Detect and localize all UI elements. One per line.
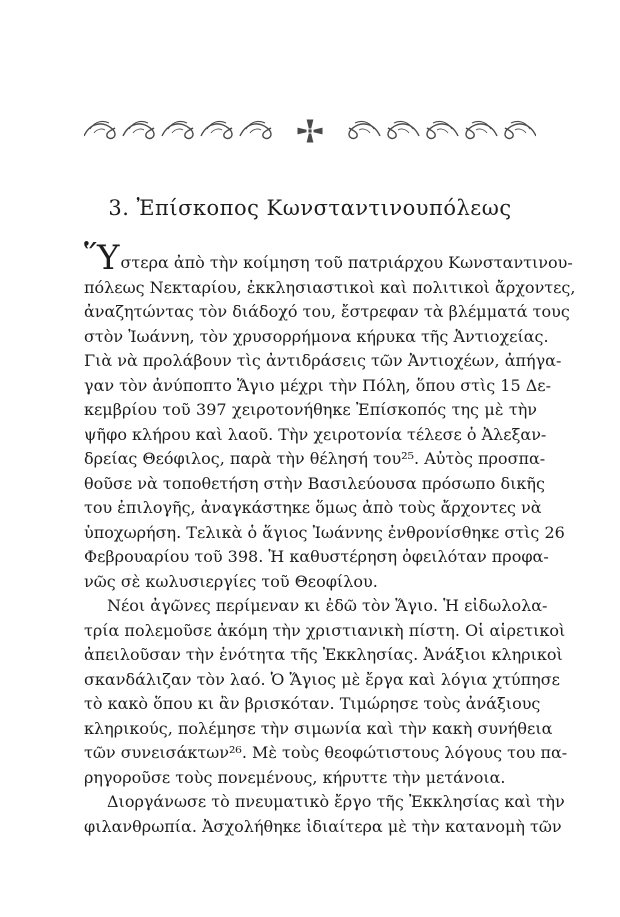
text-line: Γιὰ νὰ προλάβουν τὶς ἀντιδράσεις τῶν Ἀντιοχέων, ἀπήγα-	[84, 351, 562, 370]
text-line: Φεβρουαρίου τοῦ 398. Ἡ καθυστέρηση ὀφειλόταν προφα-	[84, 547, 549, 566]
text-line: κληρικούς, πολέμησε τὴν σιμωνία καὶ τὴν κακὴ συνήθεια	[84, 718, 553, 738]
text-line: κεμβρίου τοῦ 397 χειροτονήθηκε Ἐπίσκοπός της μὲ τὴν	[84, 400, 537, 419]
text-line: ἀναζητώντας τὸν διάδοχό του, ἔστρεφαν τὰ βλέμματά τους	[84, 302, 570, 321]
text-line: δρείας Θεόφιλος, παρὰ τὴν θέλησή του²⁵. Αὐτὸς προσπα-	[84, 449, 546, 468]
text-line: σκανδάλιζαν τὸν λαό. Ὁ Ἅγιος μὲ ἔργα καὶ λόγια χτύπησε	[84, 669, 560, 689]
text-line: του ἐπιλογῆς, ἀναγκάστηκε ὅμως ἀπὸ τοὺς ἄρχοντες νὰ	[84, 498, 542, 517]
text-line: τῶν συνεισάκτων²⁶. Μὲ τοὺς θεοφώτιστους λόγους του πα-	[84, 743, 568, 762]
text-line-rest: στερα ἀπὸ τὴν κοίμηση τοῦ πατριάρχου Κωνσταντινου-	[120, 253, 573, 272]
text-line	[84, 238, 573, 278]
scroll-flourish-left	[84, 121, 271, 138]
paragraph	[84, 790, 565, 839]
text-line: Νέοι ἀγῶνες περίμεναν κι ἐδῶ τὸν Ἅγιο. Ἡ εἰδωλολα-	[107, 596, 548, 615]
text-line: ψῆφο κλήρου καὶ λαοῦ. Τὴν χειροτονία τέλεσε ὁ Ἀλεξαν-	[84, 424, 547, 444]
text-line: γαν τὸν ἀνύποπτο Ἅγιο μέχρι τὴν Πόλη, ὅπου στὶς 15 Δε-	[84, 375, 551, 395]
scroll-flourish-right	[349, 121, 536, 138]
drop-initial: Ὕ	[84, 238, 120, 278]
text-line: νῶς σὲ κωλυσιεργίες τοῦ Θεοφίλου.	[84, 571, 378, 591]
text-line: Διοργάνωσε τὸ πνευματικὸ ἔργο τῆς Ἐκκλησίας καὶ τὴν	[107, 792, 565, 811]
text-line: τὸ κακὸ ὅπου κι ἂν βρισκόταν. Τιμώρησε τοὺς ἀνάξιους	[84, 694, 541, 713]
text-line: ὑποχωρήση. Τελικὰ ὁ ἅγιος Ἰωάννης ἐνθρονίσθηκε στὶς 26	[84, 522, 565, 542]
header-ornament	[84, 116, 536, 146]
text-line: στὸν Ἰωάννη, τὸν χρυσορρήμονα κήρυκα τῆς Ἀντιοχείας.	[84, 326, 549, 346]
text-line: τρία πολεμοῦσε ἀκόμη τὴν χριστιανικὴ πίστη. Οἱ αἱρετικοὶ	[84, 620, 566, 640]
paragraph	[84, 238, 576, 594]
chapter-heading: 3. Ἐπίσκοπος Κωνσταντινουπόλεως	[108, 196, 512, 220]
body-text	[84, 238, 576, 839]
text-line: πόλεως Νεκταρίου, ἐκκλησιαστικοὶ καὶ πολιτικοὶ ἄρχοντες,	[84, 277, 576, 297]
cross-icon	[298, 120, 323, 143]
text-line: ρηγοροῦσε τοὺς πονεμένους, κήρυττε τὴν μετάνοια.	[84, 767, 506, 787]
paragraph	[84, 594, 568, 790]
text-line: θοῦσε νὰ τοποθετήση στὴν Βασιλεύουσα πρόσωπο δικῆς	[84, 473, 545, 493]
text-line: φιλανθρωπία. Ἀσχολήθηκε ἰδιαίτερα μὲ τὴν κατανομὴ τῶν	[84, 816, 562, 836]
text-line: ἀπειλοῦσαν τὴν ἑνότητα τῆς Ἐκκλησίας. Ἀνάξιοι κληρικοὶ	[84, 645, 563, 664]
